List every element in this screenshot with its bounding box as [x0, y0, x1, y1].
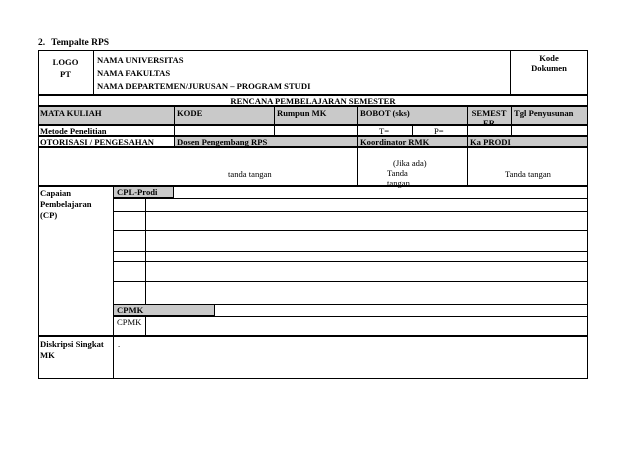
semester-line1: SEMEST: [471, 108, 507, 118]
coordinator-signature: [357, 158, 467, 188]
cp-label-line2: Pembelajaran: [40, 199, 92, 209]
description-label-line2: MK: [40, 350, 55, 360]
section-number: 2.: [38, 38, 46, 48]
doc-code-line2: Dokumen: [531, 63, 567, 73]
head-signature: Tanda tangan: [505, 169, 551, 179]
document-code: [510, 53, 588, 73]
col-rumpun-mk: Rumpun MK: [277, 108, 327, 118]
cp-label-line3: (CP): [40, 210, 58, 220]
semester-line2: ER: [483, 118, 495, 128]
col-mata-kuliah: MATA KULIAH: [40, 108, 102, 118]
section-title: Tempalte RPS: [51, 38, 110, 48]
description-row: [38, 336, 588, 379]
course-name: Metode Penelitian: [40, 126, 107, 136]
developer-signature: tanda tangan: [228, 169, 272, 179]
sks-practice: P=: [434, 126, 444, 136]
signature-row: [38, 147, 588, 186]
developer-label: Dosen Pengembang RPS: [177, 137, 268, 147]
cpl-code-column: [145, 198, 146, 304]
coord-line2: Tanda: [387, 168, 408, 178]
rps-title: RENCANA PEMBELAJARAN SEMESTER: [230, 96, 396, 106]
coord-line3: tangan: [387, 178, 410, 188]
university-name: NAMA UNIVERSITAS: [97, 55, 184, 65]
description-label-line1: Diskripsi Singkat: [40, 339, 104, 349]
department-name: NAMA DEPARTEMEN/JURUSAN – PROGRAM STUDI: [97, 81, 311, 91]
sks-theory: T=: [379, 126, 390, 136]
cp-label-line1: Capaian: [40, 188, 72, 198]
col-bobot: BOBOT (sks): [360, 108, 410, 118]
faculty-name: NAMA FAKULTAS: [97, 68, 171, 78]
cpmk-row-label: CPMK: [117, 317, 142, 327]
description-label: [40, 339, 104, 361]
section-heading: [38, 38, 109, 48]
doc-code-line1: Kode: [539, 53, 559, 63]
coord-line1: (Jika ada): [393, 158, 427, 168]
cpmk-header-label: CPMK: [117, 305, 144, 315]
cp-label: [40, 188, 92, 221]
authorization-label: OTORISASI / PENGESAHAN: [40, 137, 154, 147]
head-label: Ka PRODI: [470, 137, 511, 147]
logo-line2: PT: [60, 69, 71, 79]
coordinator-label: Koordinator RMK: [360, 137, 430, 147]
col-tgl-penyusunan: Tgl Penyusunan: [514, 108, 574, 118]
col-kode: KODE: [177, 108, 203, 118]
course-row: [38, 125, 588, 136]
logo-placeholder: [38, 56, 93, 80]
logo-line1: LOGO: [52, 57, 79, 67]
description-value: .: [118, 339, 121, 349]
cpl-prodi-label: CPL-Prodi: [117, 187, 158, 197]
